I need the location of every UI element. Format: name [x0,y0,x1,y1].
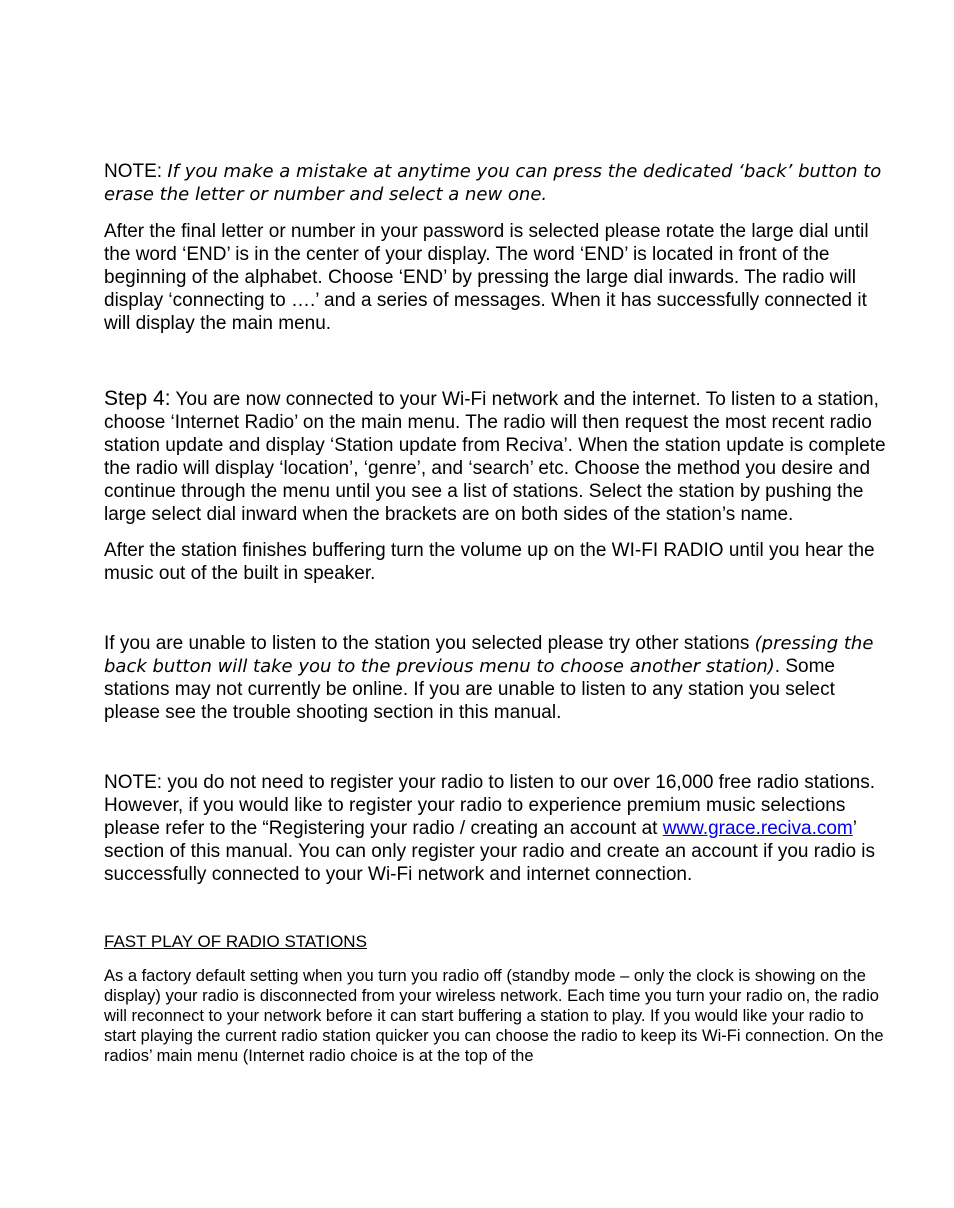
manual-page [104,160,894,1066]
note-back-button [104,160,894,206]
register-text-2: ’ section of this manual. You can only register your radio and create an account if you radio is successfully connected to your Wi-Fi network and internet connection. [104,818,876,885]
unable-text-2: . Some stations may not currently be online. If you are unable to listen to any station you select please see the trouble shooting section in this manual. [104,656,835,723]
step-4-text: You are now connected to your Wi-Fi network and the internet. To listen to a station, choose ‘Internet Radio’ on the main menu. The radio will then request the most recent radio station update and display ‘Station update from Reciva’. When the station update is complete the radio will display ‘location’, ‘genre’, and ‘search’ etc. Choose the method you desire and continue through the menu until you see a list of stations. Select the station by pushing the large select dial inward when the brackets are on both sides of the station’s name. [104,389,886,525]
reciva-link[interactable]: www.grace.reciva.com [662,818,853,839]
paragraph-after-final-letter: After the final letter or number in your password is selected please rotate the large dial until the word ‘END’ is in the center of your display. The word ‘END’ is located in front of the beginning of the alphabet. Choose ‘END’ by pressing the large dial inwards. The radio will display ‘connecting to ….’ and a series of messages. When it has successfully connected it will display the main menu. [104,221,869,334]
step-4-label: Step 4: [104,387,171,410]
note-registration [104,771,894,886]
fast-play-paragraph: As a factory default setting when you turn you radio off (standby mode – only the clock is showing on the display) your radio is disconnected from your wireless network. Each time you turn your radio on, the radio will reconnect to your network before it can start buffering a station to play. If you would like your radio to start playing the current radio station quicker you can choose the radio to keep its Wi-Fi connection. On the radios’ main menu (Internet radio choice is at the top of the [104,967,884,1065]
paragraph-unable-to-listen [104,632,894,724]
step-4-paragraph [104,387,894,526]
register-prefix: NOTE: you [104,772,204,793]
note-italic-text: If you make a mistake at anytime you can press the dedicated ‘back’ button to erase the letter or number and select a new one. [104,161,882,205]
register-text-1: need to register your radio to listen to our over 16,000 free radio stations. However, if you would like to register your radio to experience premium music selections please refer to the “Registering your radio / creating an account at [104,772,875,839]
unable-text-1: If you are unable to listen to the station you selected please try other stations [104,633,755,654]
register-emphasis: do not [203,772,257,793]
unable-italic-text: (pressing the back button will take you to the previous menu to choose another station) [104,633,874,677]
fast-play-heading: FAST PLAY OF RADIO STATIONS [104,932,367,951]
paragraph-buffering: After the station finishes buffering turn the volume up on the WI-FI RADIO until you hear the music out of the built in speaker. [104,540,875,584]
note-prefix: NOTE: [104,161,168,182]
